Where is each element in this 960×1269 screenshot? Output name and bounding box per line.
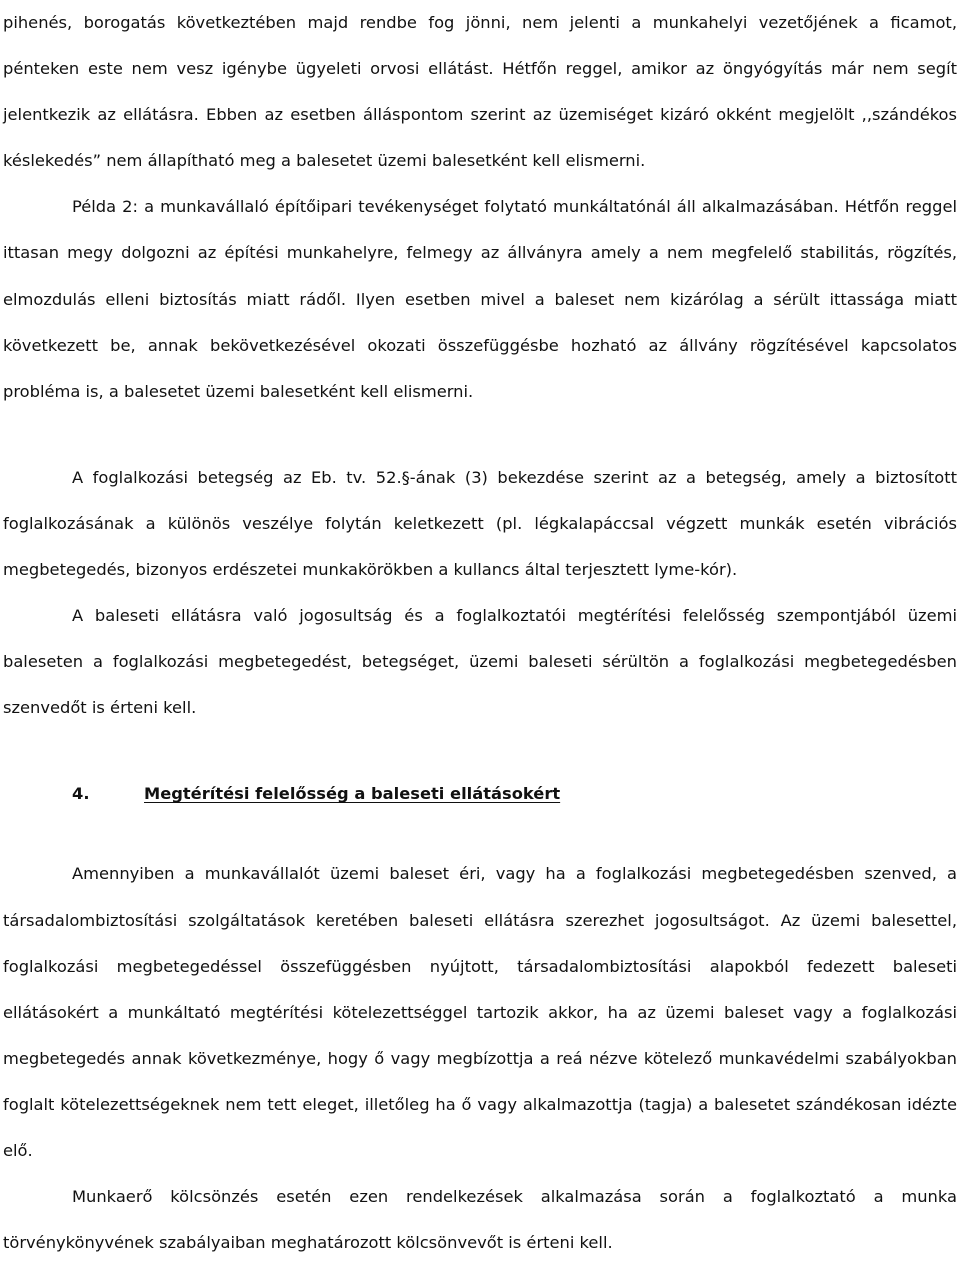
paragraph-foglalkozasi-betegseg: A foglalkozási betegség az Eb. tv. 52.§-ának (3) bekezdése szerint az a betegség, amely a biztosított foglalkozásának a különös veszélye folytán keletkezett (pl. légkalapáccsal végzett munkák esetén vibrációs megbetegedés, bizonyos erdészetei munkakörökben a kullancs által terjesztett lyme-kór). bbox=[3, 467, 957, 580]
spacer bbox=[3, 817, 957, 851]
spacer bbox=[3, 415, 957, 455]
section-number: 4. bbox=[72, 784, 90, 804]
paragraph-pelda-2: Példa 2: a munkavállaló építőipari tevékenységet folytató munkáltatónál áll alkalmazásában. Hétfőn reggel ittasan megy dolgozni az építési munkahelyre, felmegy az állványra amely a nem megfelelő stabilitás, rögzítés, elmozdulás elleni biztosítás miatt rádől. Ilyen esetben mivel a baleset nem kizárólag a sérült ittassága miatt következett be, annak bekövetkezésével okozati összefüggésbe hozható az állvány rögzítésével kapcsolatos probléma is, a balesetet üzemi balesetként kell elismerni. bbox=[3, 197, 957, 401]
paragraph-megteritesi-felelosseg: Amennyiben a munkavállalót üzemi baleset éri, vagy ha a foglalkozási megbetegedésben szenved, a társadalombiztosítási szolgáltatások keretében baleseti ellátásra szerezhet jogosultságot. Az üzemi balesettel, foglalkozási megbetegedéssel összefüggésben nyújtott, társadalombiztosítási alapokból fedezett baleseti ellátásokért a munkáltató megtérítési kötelezettséggel tartozik akkor, ha az üzemi baleset vagy a foglalkozási megbetegedés annak következménye, hogy ő vagy megbízottja a reá nézve kötelező munkavédelmi szabályokban foglalt kötelezettségeknek nem tett eleget, illetőleg ha ő vagy alkalmazottja (tagja) a balesetet szándékosan idézte elő. bbox=[3, 864, 957, 1160]
section-heading bbox=[3, 771, 957, 817]
spacer bbox=[3, 731, 957, 771]
document-page bbox=[3, 0, 957, 1266]
paragraph-munkaero-kolcsonzes: Munkaerő kölcsönzés esetén ezen rendelkezések alkalmazása során a foglalkoztató a munka törvénykönyvének szabályaiban meghatározott kölcsönvevőt is érteni kell. bbox=[3, 1187, 957, 1253]
section-title: Megtérítési felelősség a baleseti ellátásokért bbox=[144, 784, 561, 804]
paragraph-baleseti-ellatas: A baleseti ellátásra való jogosultság és a foglalkoztatói megtérítési felelősség szempontjából üzemi baleseten a foglalkozási megbetegedést, betegséget, üzemi baleseti sérültön a foglalkozási megbetegedésben szenvedőt is érteni kell. bbox=[3, 606, 957, 718]
paragraph-ongyogyitas: pihenés, borogatás következtében majd rendbe fog jönni, nem jelenti a munkahelyi vezetőjének a ficamot, pénteken este nem vesz igénybe ügyeleti orvosi ellátást. Hétfőn reggel, amikor az öngyógyítás már nem segít jelentkezik az ellátásra. Ebben az esetben álláspontom szerint az üzemiséget kizáró okként megjelölt ,,szándékos késlekedés” nem állapítható meg a balesetet üzemi balesetként kell elismerni. bbox=[3, 13, 957, 171]
